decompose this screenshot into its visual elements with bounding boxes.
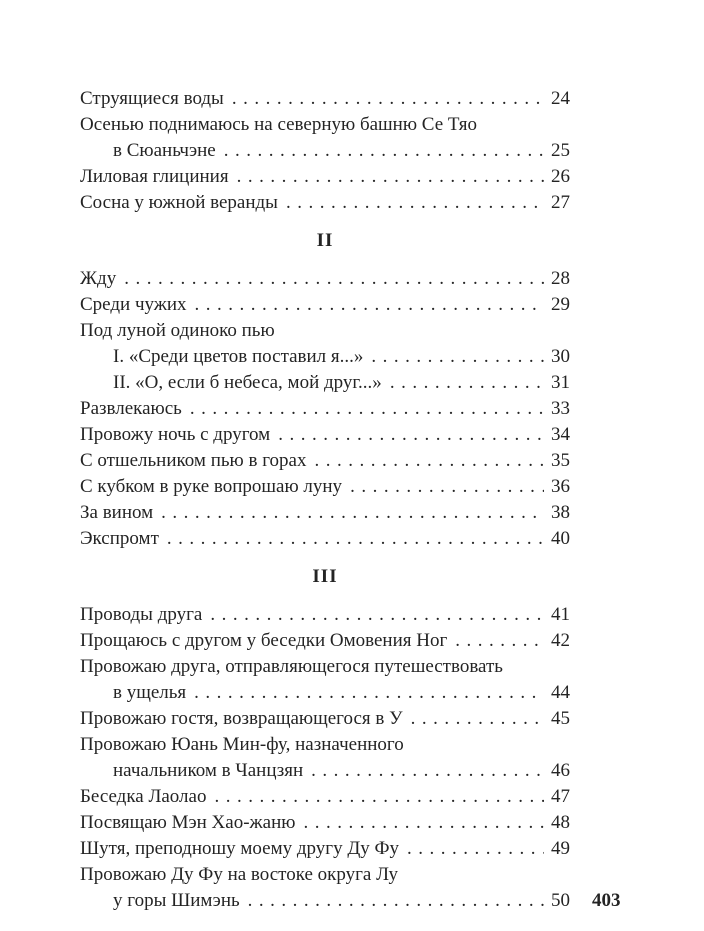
toc-content xyxy=(80,86,570,914)
toc-entry xyxy=(80,888,570,914)
dot-leader xyxy=(190,396,544,422)
toc-entry xyxy=(80,86,570,112)
entry-page-number: 25 xyxy=(551,140,570,161)
entry-title: в ущелья xyxy=(113,682,187,703)
toc-entry xyxy=(80,784,570,810)
dot-leader xyxy=(224,138,544,164)
dot-leader xyxy=(371,344,544,370)
toc-entry xyxy=(80,266,570,292)
toc-entry xyxy=(80,628,570,654)
toc-entry xyxy=(80,758,570,784)
dot-leader xyxy=(278,422,544,448)
section-heading: II xyxy=(316,230,334,251)
entry-title: Струящиеся воды xyxy=(80,88,224,109)
toc-entry xyxy=(80,190,570,216)
entry-title: II. «О, если б небеса, мой друг...» xyxy=(113,372,382,393)
entry-page-number: 31 xyxy=(551,372,570,393)
entry-title: За вином xyxy=(80,502,154,523)
toc-entry xyxy=(80,448,570,474)
dot-leader xyxy=(237,164,544,190)
entry-title: Провожу ночь с другом xyxy=(80,424,271,445)
toc-entry xyxy=(80,164,570,190)
entry-page-number: 40 xyxy=(551,528,570,549)
entry-title: Шутя, преподношу моему другу Ду Фу xyxy=(80,838,400,859)
toc-entry xyxy=(80,370,570,396)
dot-leader xyxy=(124,266,544,292)
toc-entry xyxy=(80,602,570,628)
entry-page-number: 38 xyxy=(551,502,570,523)
entry-title: Провожаю гостя, возвращающегося в У xyxy=(80,708,403,729)
toc-entry xyxy=(80,422,570,448)
toc-entry xyxy=(80,138,570,164)
toc-entry xyxy=(80,706,570,732)
dot-leader xyxy=(248,888,544,914)
section-heading: III xyxy=(312,566,338,587)
entry-page-number: 47 xyxy=(551,786,570,807)
entry-title: Провожаю Юань Мин-фу, назначенного xyxy=(80,734,404,755)
toc-entry xyxy=(80,474,570,500)
entry-title: в Сюаньчэне xyxy=(113,140,216,161)
entry-page-number: 45 xyxy=(551,708,570,729)
entry-page-number: 26 xyxy=(551,166,570,187)
toc-entry xyxy=(80,862,570,888)
entry-page-number: 44 xyxy=(551,682,570,703)
entry-title: Жду xyxy=(80,268,117,289)
entry-title: Под луной одиноко пью xyxy=(80,320,275,341)
entry-title: I. «Среди цветов поставил я...» xyxy=(113,346,364,367)
entry-page-number: 28 xyxy=(551,268,570,289)
entry-title: Среди чужих xyxy=(80,294,187,315)
dot-leader xyxy=(303,810,544,836)
page-folio: 403 xyxy=(592,890,621,911)
entry-title: Провожаю Ду Фу на востоке округа Лу xyxy=(80,864,399,885)
dot-leader xyxy=(161,500,544,526)
entry-title: Лиловая глициния xyxy=(80,166,229,187)
dot-leader xyxy=(455,628,544,654)
toc-entry xyxy=(80,292,570,318)
entry-page-number: 50 xyxy=(551,890,570,911)
entry-page-number: 33 xyxy=(551,398,570,419)
toc-entry xyxy=(80,318,570,344)
toc-entry xyxy=(80,680,570,706)
toc-entry xyxy=(80,526,570,552)
entry-page-number: 49 xyxy=(551,838,570,859)
entry-title: Развлекаюсь xyxy=(80,398,182,419)
entry-page-number: 30 xyxy=(551,346,570,367)
entry-title: начальником в Чанцзян xyxy=(113,760,304,781)
toc-entry xyxy=(80,500,570,526)
toc-entry xyxy=(80,396,570,422)
entry-page-number: 24 xyxy=(551,88,570,109)
toc-entry xyxy=(80,654,570,680)
entry-title: Прощаюсь с другом у беседки Омовения Ног xyxy=(80,630,448,651)
entry-title: у горы Шимэнь xyxy=(113,890,240,911)
entry-page-number: 48 xyxy=(551,812,570,833)
entry-page-number: 41 xyxy=(551,604,570,625)
entry-page-number: 46 xyxy=(551,760,570,781)
toc-entry xyxy=(80,836,570,862)
entry-title: Сосна у южной веранды xyxy=(80,192,278,213)
dot-leader xyxy=(407,836,544,862)
entry-title: Осенью поднимаюсь на северную башню Се Тяо xyxy=(80,114,477,135)
toc-entry xyxy=(80,810,570,836)
dot-leader xyxy=(286,190,544,216)
entry-title: Беседка Лаолао xyxy=(80,786,207,807)
dot-leader xyxy=(411,706,544,732)
dot-leader xyxy=(314,448,544,474)
entry-page-number: 29 xyxy=(551,294,570,315)
dot-leader xyxy=(195,292,544,318)
entry-page-number: 27 xyxy=(551,192,570,213)
entry-title: Экспромт xyxy=(80,528,159,549)
dot-leader xyxy=(232,86,544,112)
entry-page-number: 34 xyxy=(551,424,570,445)
dot-leader xyxy=(311,758,544,784)
toc-entry xyxy=(80,732,570,758)
entry-title: С отшельником пью в горах xyxy=(80,450,307,471)
entry-title: Посвящаю Мэн Хао-жаню xyxy=(80,812,296,833)
toc-entry xyxy=(80,112,570,138)
entry-page-number: 42 xyxy=(551,630,570,651)
entry-title: С кубком в руке вопрошаю луну xyxy=(80,476,343,497)
entry-page-number: 35 xyxy=(551,450,570,471)
entry-title: Провожаю друга, отправляющегося путешествовать xyxy=(80,656,503,677)
dot-leader xyxy=(167,526,544,552)
toc-entry xyxy=(80,344,570,370)
dot-leader xyxy=(350,474,544,500)
entry-page-number: 36 xyxy=(551,476,570,497)
dot-leader xyxy=(214,784,544,810)
dot-leader xyxy=(194,680,544,706)
entry-title: Проводы друга xyxy=(80,604,203,625)
dot-leader xyxy=(210,602,544,628)
dot-leader xyxy=(390,370,544,396)
